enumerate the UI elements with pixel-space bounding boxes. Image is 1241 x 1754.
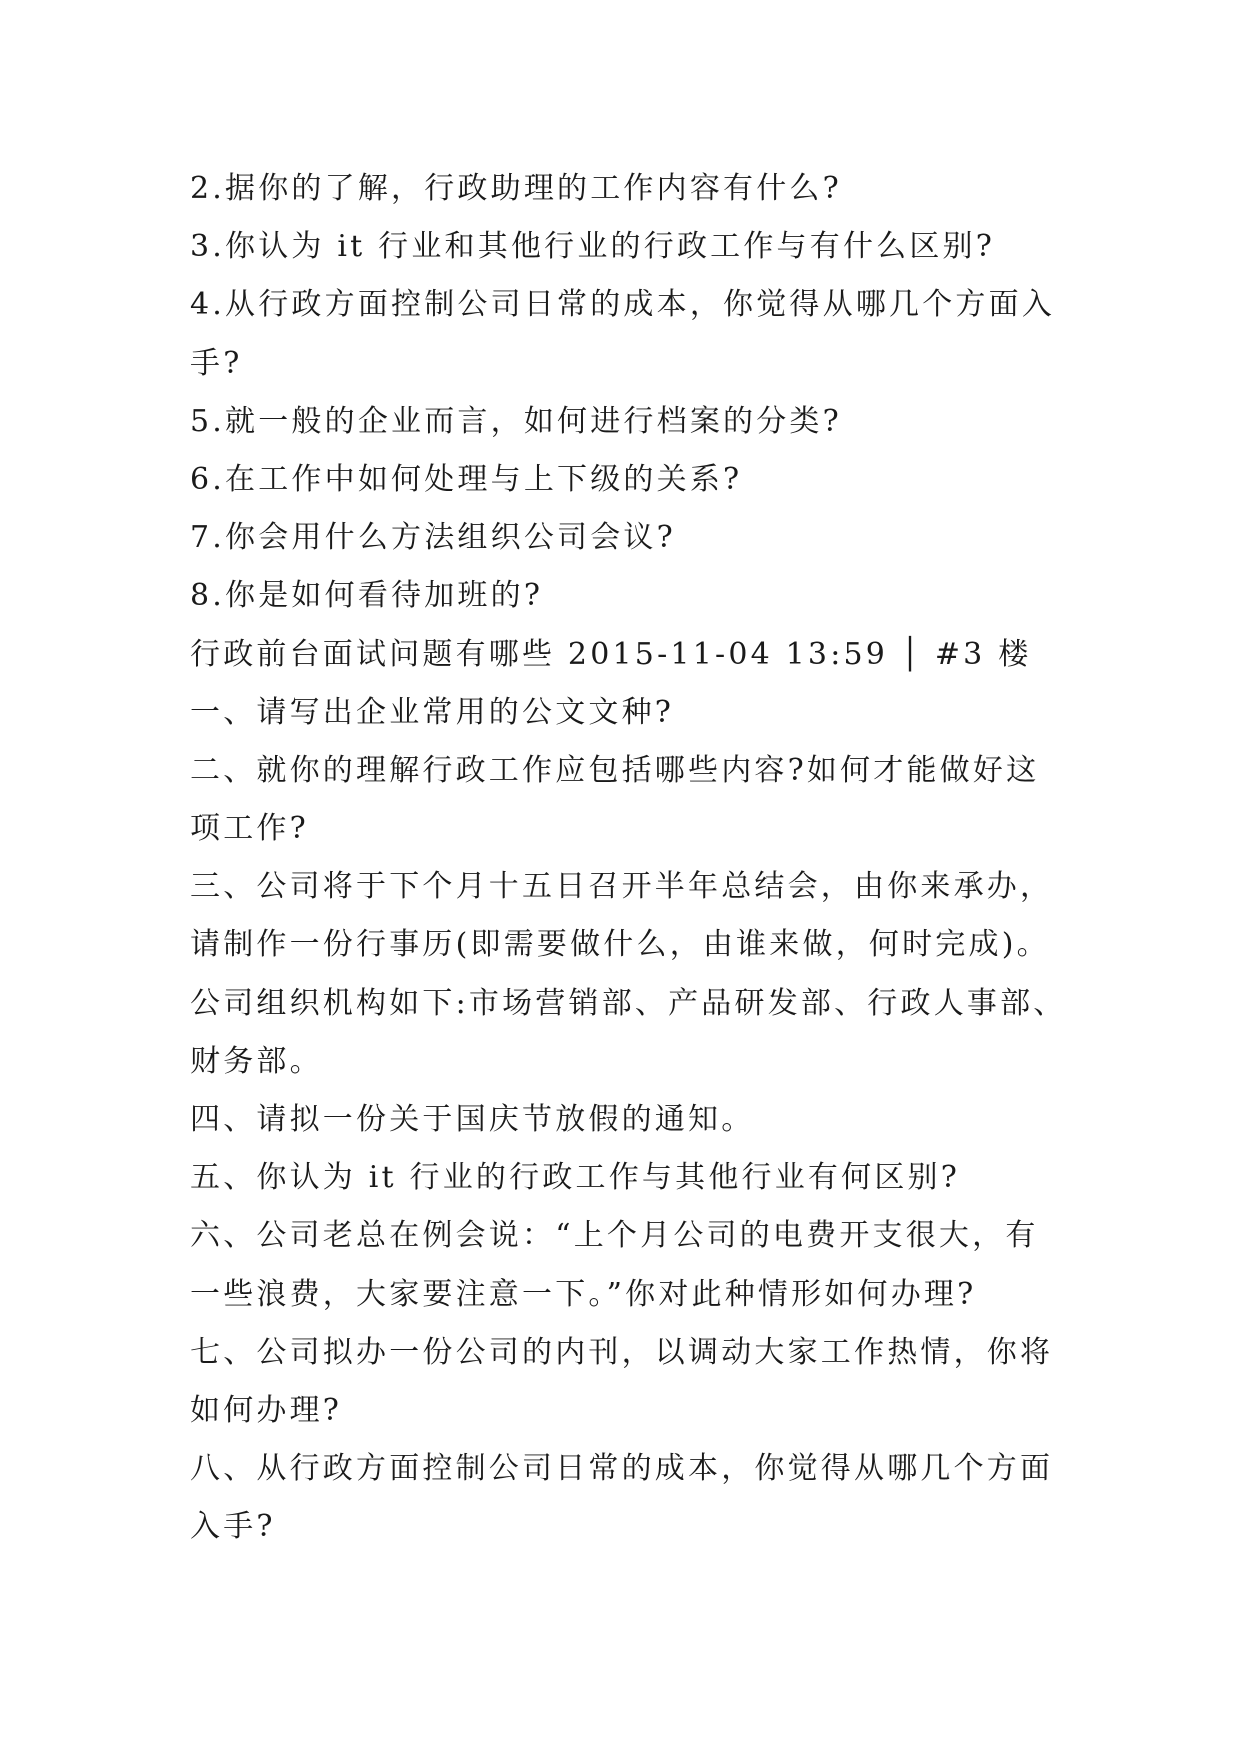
text-line: 公司组织机构如下:市场营销部、产品研发部、行政人事部、 <box>190 985 1067 1021</box>
text-line: 七、公司拟办一份公司的内刊，以调动大家工作热情，你将 <box>190 1334 1054 1370</box>
text-line: 入手? <box>190 1509 276 1545</box>
text-line: 八、从行政方面控制公司日常的成本，你觉得从哪几个方面 <box>190 1451 1054 1487</box>
text-line: 请制作一份行事历(即需要做什么，由谁来做，何时完成)。 <box>190 927 1050 963</box>
text-line: 2.据你的了解，行政助理的工作内容有什么? <box>190 171 842 206</box>
text-line: 6.在工作中如何处理与上下级的关系? <box>190 461 743 497</box>
text-line: 如何办理? <box>190 1392 343 1428</box>
text-line: 3.你认为 it 行业和其他行业的行政工作与有什么区别? <box>190 229 996 265</box>
text-line: 7.你会用什么方法组织公司会议? <box>190 520 676 556</box>
text-line: 5.就一般的企业而言，如何进行档案的分类? <box>190 403 842 439</box>
text-line: 4.从行政方面控制公司日常的成本，你觉得从哪几个方面入 <box>190 287 1056 323</box>
text-line: 项工作? <box>190 811 309 847</box>
text-line: 财务部。 <box>190 1043 323 1079</box>
text-line: 一、请写出企业常用的公文文种? <box>190 694 675 730</box>
text-line: 四、请拟一份关于国庆节放假的通知。 <box>190 1102 755 1137</box>
text-line: 二、就你的理解行政工作应包括哪些内容?如何才能做好这 <box>190 752 1040 788</box>
text-line: 一些浪费，大家要注意一下。”你对此种情形如何办理? <box>190 1276 977 1312</box>
text-line: 五、你认为 it 行业的行政工作与其他行业有何区别? <box>190 1160 961 1196</box>
document-body <box>190 160 1070 1557</box>
text-line: 手? <box>190 345 243 381</box>
text-line: 六、公司老总在例会说：“上个月公司的电费开支很大，有 <box>190 1218 1039 1254</box>
section-header-line: 行政前台面试问题有哪些 2015-11-04 13:59 │ #3 楼 <box>190 636 1032 672</box>
text-line: 8.你是如何看待加班的? <box>190 578 544 614</box>
text-line: 三、公司将于下个月十五日召开半年总结会，由你来承办， <box>190 869 1054 905</box>
